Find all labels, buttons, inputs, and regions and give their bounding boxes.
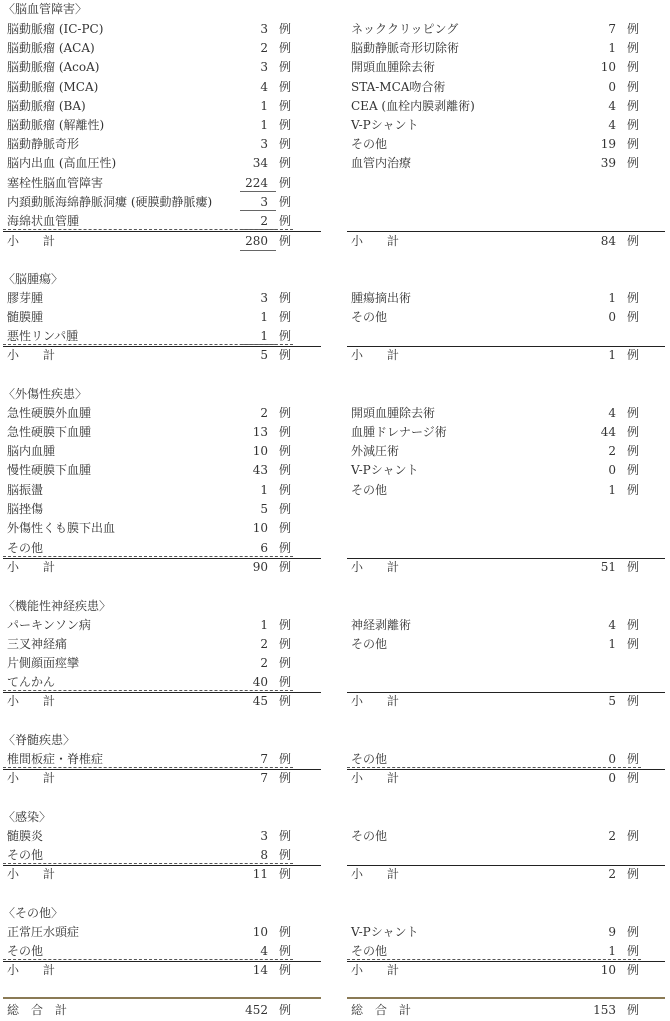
dotted-divider [3, 690, 293, 691]
case-unit: 例 [626, 137, 639, 151]
case-count: 3 [260, 829, 268, 843]
list-item [7, 423, 291, 441]
case-count: 3 [260, 291, 268, 305]
case-unit: 例 [626, 925, 639, 939]
subtotal-row [7, 769, 291, 787]
case-unit: 例 [626, 80, 639, 94]
subtotal-row [351, 961, 639, 979]
disease-name: 海綿状血管腫 [7, 214, 80, 228]
subtotal-row [351, 558, 639, 576]
case-unit: 例 [278, 483, 291, 497]
list-item [7, 923, 291, 941]
case-unit: 例 [278, 329, 291, 343]
list-item [7, 616, 291, 634]
list-item [7, 289, 291, 307]
procedure-name: 血腫ドレナージ術 [351, 425, 447, 439]
subtotal-row [7, 865, 291, 883]
case-count: 4 [608, 118, 616, 132]
list-item [7, 78, 291, 96]
subtotal-row [7, 346, 291, 364]
case-count: 4 [608, 618, 616, 632]
case-unit: 例 [278, 752, 291, 766]
procedure-name: 開頭血腫除去術 [351, 406, 436, 420]
grand-total-value: 452 [245, 1003, 268, 1017]
subtotal-label: 小 計 [351, 963, 400, 977]
case-unit: 例 [626, 694, 639, 708]
disease-name: 髄膜腫 [7, 310, 44, 324]
list-item [351, 289, 639, 307]
list-item [351, 461, 639, 479]
section-title-tumor: 〈脳腫瘍〉 [3, 272, 64, 286]
dotted-divider [3, 229, 293, 230]
case-unit: 例 [278, 234, 291, 248]
list-item [351, 923, 639, 941]
disease-name: 悪性リンパ腫 [7, 329, 79, 343]
case-unit: 例 [278, 771, 291, 785]
disease-name: 内頚動脈海綿静脈洞瘻 (硬膜動静脈瘻) [7, 195, 213, 209]
subtotal-row [7, 961, 291, 979]
subtotal-label: 小 計 [7, 867, 56, 881]
case-count: 2 [608, 444, 616, 458]
list-item [7, 827, 291, 845]
subtotal-value: 10 [600, 963, 616, 977]
list-item [7, 193, 291, 211]
list-item [351, 616, 639, 634]
case-count: 10 [600, 60, 616, 74]
list-item [7, 519, 291, 537]
dotted-divider [3, 959, 293, 960]
subtotal-label: 小 計 [7, 560, 56, 574]
subtotal-value: 7 [260, 771, 268, 785]
subtotal-label: 小 計 [7, 234, 56, 248]
list-item [351, 116, 639, 134]
disease-name: 慢性硬膜下血腫 [7, 463, 92, 477]
disease-name: 塞栓性脳血管障害 [7, 176, 104, 190]
list-item [7, 308, 291, 326]
case-count: 7 [608, 22, 616, 36]
subtotal-row [7, 232, 291, 250]
dotted-divider [3, 863, 293, 864]
case-unit: 例 [626, 560, 639, 574]
case-unit: 例 [626, 348, 639, 362]
case-unit: 例 [278, 925, 291, 939]
case-unit: 例 [626, 310, 639, 324]
subtotal-value: 5 [608, 694, 616, 708]
case-unit: 例 [626, 1003, 639, 1017]
case-count: 7 [260, 752, 268, 766]
procedure-name: その他 [351, 483, 388, 497]
disease-name: 脳振盪 [7, 483, 44, 497]
case-count: 43 [252, 463, 268, 477]
case-count: 0 [608, 752, 616, 766]
subtotal-label: 小 計 [351, 348, 400, 362]
disease-name: 膠芽腫 [7, 291, 44, 305]
case-unit: 例 [626, 118, 639, 132]
case-unit: 例 [278, 80, 291, 94]
subtotal-label: 小 計 [351, 867, 400, 881]
case-count: 1 [260, 483, 268, 497]
procedure-name: その他 [351, 310, 388, 324]
disease-name: てんかん [7, 675, 56, 689]
case-unit: 例 [278, 118, 291, 132]
case-count: 3 [260, 137, 268, 151]
case-unit: 例 [278, 694, 291, 708]
disease-name: 正常圧水頭症 [7, 925, 80, 939]
disease-name: 脳動脈瘤 (MCA) [7, 80, 99, 94]
case-count: 3 [260, 22, 268, 36]
case-unit: 例 [278, 60, 291, 74]
list-item [7, 635, 291, 653]
case-unit: 例 [278, 348, 291, 362]
dotted-divider [3, 344, 293, 345]
case-unit: 例 [278, 1003, 291, 1017]
case-unit: 例 [278, 310, 291, 324]
case-count: 1 [260, 618, 268, 632]
section-title-other: 〈その他〉 [3, 906, 64, 920]
disease-name: 脳動脈瘤 (解離性) [7, 118, 105, 132]
case-unit: 例 [278, 848, 291, 862]
case-unit: 例 [626, 483, 639, 497]
case-unit: 例 [278, 425, 291, 439]
case-count: 1 [260, 329, 268, 343]
disease-name: 脳動脈瘤 (IC-PC) [7, 22, 104, 36]
case-count: 2 [608, 829, 616, 843]
case-unit: 例 [278, 675, 291, 689]
procedure-name: その他 [351, 752, 388, 766]
case-count: 4 [608, 406, 616, 420]
section-title-trauma: 〈外傷性疾患〉 [3, 387, 88, 401]
subtotal-value: 90 [252, 560, 268, 574]
case-unit: 例 [626, 291, 639, 305]
list-item [7, 154, 291, 172]
case-unit: 例 [626, 406, 639, 420]
subtotal-value: 280 [245, 234, 268, 248]
subtotal-row [351, 692, 639, 710]
case-count: 1 [260, 310, 268, 324]
case-unit: 例 [278, 291, 291, 305]
case-count: 9 [608, 925, 616, 939]
case-unit: 例 [278, 156, 291, 170]
number-underline [240, 191, 276, 192]
case-unit: 例 [278, 444, 291, 458]
procedure-name: V-Pシャント [351, 118, 419, 132]
disease-name: 外傷性くも膜下出血 [7, 521, 116, 535]
case-count: 1 [260, 99, 268, 113]
case-count: 1 [608, 291, 616, 305]
case-unit: 例 [278, 99, 291, 113]
list-item [7, 97, 291, 115]
list-item [7, 116, 291, 134]
disease-name: 脳動静脈奇形 [7, 137, 80, 151]
disease-name: 急性硬膜下血腫 [7, 425, 92, 439]
subtotal-label: 小 計 [351, 771, 400, 785]
list-item [351, 20, 639, 38]
list-item [7, 212, 291, 230]
procedure-name: V-Pシャント [351, 463, 419, 477]
procedure-name: 神経剥離術 [351, 618, 412, 632]
case-unit: 例 [278, 829, 291, 843]
case-count: 2 [260, 41, 268, 55]
case-count: 2 [260, 656, 268, 670]
list-item [7, 539, 291, 557]
list-item [351, 942, 639, 960]
procedure-name: その他 [351, 944, 388, 958]
list-item [351, 135, 639, 153]
case-count: 44 [600, 425, 616, 439]
procedure-name: 脳動静脈奇形切除術 [351, 41, 460, 55]
case-unit: 例 [626, 829, 639, 843]
case-count: 10 [252, 925, 268, 939]
case-unit: 例 [626, 60, 639, 74]
list-item [7, 442, 291, 460]
disease-name: 脳内出血 (高血圧性) [7, 156, 117, 170]
case-count: 2 [260, 637, 268, 651]
case-count: 6 [260, 541, 268, 555]
grand-total-value: 153 [593, 1003, 616, 1017]
list-item [351, 481, 639, 499]
case-unit: 例 [626, 425, 639, 439]
case-count: 10 [252, 521, 268, 535]
case-unit: 例 [626, 156, 639, 170]
case-unit: 例 [626, 41, 639, 55]
subtotal-value: 51 [600, 560, 616, 574]
case-unit: 例 [626, 22, 639, 36]
case-unit: 例 [626, 463, 639, 477]
case-count: 40 [252, 675, 268, 689]
list-item [7, 846, 291, 864]
grand-total-rule [3, 997, 321, 999]
list-item [7, 39, 291, 57]
disease-name: 脳挫傷 [7, 502, 44, 516]
subtotal-row [351, 769, 639, 787]
case-count: 34 [252, 156, 268, 170]
case-count: 3 [260, 195, 268, 209]
list-item [351, 58, 639, 76]
list-item [7, 500, 291, 518]
case-unit: 例 [278, 521, 291, 535]
dotted-divider [3, 556, 293, 557]
subtotal-label: 小 計 [351, 560, 400, 574]
list-item [351, 635, 639, 653]
procedure-name: 開頭血腫除去術 [351, 60, 436, 74]
list-item [351, 97, 639, 115]
subtotal-row [351, 232, 639, 250]
procedure-name: CEA (血栓内膜剥離術) [351, 99, 475, 113]
list-item [351, 78, 639, 96]
procedure-name: 血管内治療 [351, 156, 412, 170]
subtotal-value: 1 [608, 348, 616, 362]
disease-name: 脳動脈瘤 (BA) [7, 99, 86, 113]
subtotal-row [351, 346, 639, 364]
procedure-name: その他 [351, 637, 388, 651]
case-count: 39 [600, 156, 616, 170]
procedure-name: 腫瘍摘出術 [351, 291, 412, 305]
section-title-functional: 〈機能性神経疾患〉 [3, 599, 112, 613]
list-item [7, 404, 291, 422]
list-item [7, 673, 291, 691]
case-unit: 例 [626, 771, 639, 785]
list-item [7, 942, 291, 960]
case-unit: 例 [278, 22, 291, 36]
list-item [7, 58, 291, 76]
list-item [7, 654, 291, 672]
disease-name: 急性硬膜外血腫 [7, 406, 92, 420]
dotted-divider [3, 767, 293, 768]
subtotal-label: 小 計 [7, 963, 56, 977]
dotted-divider [347, 959, 641, 960]
subtotal-value: 45 [252, 694, 268, 708]
list-item [7, 174, 291, 192]
disease-name: 髄膜炎 [7, 829, 44, 843]
procedure-name: STA-MCA吻合術 [351, 80, 446, 94]
case-count: 4 [260, 80, 268, 94]
list-item [7, 20, 291, 38]
case-unit: 例 [278, 944, 291, 958]
subtotal-label: 小 計 [7, 348, 56, 362]
disease-name: 脳内血腫 [7, 444, 56, 458]
subtotal-value: 2 [608, 867, 616, 881]
subtotal-label: 小 計 [351, 694, 400, 708]
disease-name: その他 [7, 541, 44, 555]
subtotal-row [7, 558, 291, 576]
disease-name: 三叉神経痛 [7, 637, 68, 651]
case-unit: 例 [278, 560, 291, 574]
list-item [7, 461, 291, 479]
case-count: 1 [608, 41, 616, 55]
procedure-name: V-Pシャント [351, 925, 419, 939]
case-unit: 例 [278, 618, 291, 632]
procedure-name: ネッククリッピング [351, 22, 459, 36]
subtotal-row [351, 865, 639, 883]
case-count: 5 [260, 502, 268, 516]
case-count: 19 [600, 137, 616, 151]
case-unit: 例 [626, 752, 639, 766]
subtotal-value: 14 [252, 963, 268, 977]
case-unit: 例 [626, 618, 639, 632]
list-item [351, 827, 639, 845]
disease-name: その他 [7, 848, 44, 862]
case-count: 0 [608, 310, 616, 324]
subtotal-label: 小 計 [7, 771, 56, 785]
case-unit: 例 [626, 444, 639, 458]
number-underline [240, 210, 276, 211]
list-item [351, 442, 639, 460]
case-count: 0 [608, 80, 616, 94]
disease-name: 片側顔面痙攣 [7, 656, 80, 670]
case-unit: 例 [626, 944, 639, 958]
section-title-spine: 〈脊髄疾患〉 [3, 733, 76, 747]
subtotal-value: 84 [600, 234, 616, 248]
case-unit: 例 [278, 137, 291, 151]
case-count: 0 [608, 463, 616, 477]
subtotal-value: 0 [608, 771, 616, 785]
subtotal-value: 5 [260, 348, 268, 362]
subtotal-value: 11 [252, 867, 268, 881]
grand-total-row [7, 1001, 291, 1019]
case-unit: 例 [278, 963, 291, 977]
case-unit: 例 [278, 867, 291, 881]
subtotal-label: 小 計 [351, 234, 400, 248]
case-unit: 例 [278, 195, 291, 209]
case-unit: 例 [278, 541, 291, 555]
case-unit: 例 [626, 637, 639, 651]
procedure-name: その他 [351, 137, 388, 151]
case-count: 4 [260, 944, 268, 958]
case-unit: 例 [278, 656, 291, 670]
list-item [7, 750, 291, 768]
procedure-name: その他 [351, 829, 388, 843]
case-count: 1 [608, 944, 616, 958]
case-count: 8 [260, 848, 268, 862]
case-unit: 例 [278, 176, 291, 190]
case-count: 1 [260, 118, 268, 132]
number-underline [240, 250, 276, 251]
case-unit: 例 [626, 867, 639, 881]
case-count: 4 [608, 99, 616, 113]
subtotal-row [7, 692, 291, 710]
section-title-cerebrovascular: 〈脳血管障害〉 [3, 2, 88, 16]
grand-total-rule [347, 997, 665, 999]
disease-name: パーキンソン病 [7, 618, 91, 632]
case-unit: 例 [278, 406, 291, 420]
case-count: 13 [252, 425, 268, 439]
dotted-divider [347, 767, 641, 768]
case-unit: 例 [278, 502, 291, 516]
list-item [351, 39, 639, 57]
section-title-infection: 〈感染〉 [3, 810, 52, 824]
disease-name: 脳動脈瘤 (AcoA) [7, 60, 100, 74]
subtotal-label: 小 計 [7, 694, 56, 708]
list-item [351, 404, 639, 422]
list-item [351, 154, 639, 172]
case-count: 2 [260, 406, 268, 420]
list-item [7, 135, 291, 153]
list-item [7, 327, 291, 345]
grand-total-label: 総 合 計 [7, 1003, 68, 1017]
case-unit: 例 [278, 637, 291, 651]
list-item [351, 423, 639, 441]
list-item [351, 308, 639, 326]
list-item [7, 481, 291, 499]
procedure-name: 外減圧術 [351, 444, 400, 458]
grand-total-row [351, 1001, 639, 1019]
disease-name: 椎間板症・脊椎症 [7, 752, 104, 766]
disease-name: 脳動脈瘤 (ACA) [7, 41, 95, 55]
case-count: 10 [252, 444, 268, 458]
case-count: 2 [260, 214, 268, 228]
case-unit: 例 [278, 214, 291, 228]
list-item [351, 750, 639, 768]
grand-total-label: 総 合 計 [351, 1003, 412, 1017]
case-unit: 例 [278, 463, 291, 477]
case-count: 224 [245, 176, 268, 190]
case-count: 1 [608, 637, 616, 651]
disease-name: その他 [7, 944, 44, 958]
case-unit: 例 [626, 234, 639, 248]
case-count: 1 [608, 483, 616, 497]
case-count: 3 [260, 60, 268, 74]
case-unit: 例 [626, 99, 639, 113]
case-unit: 例 [278, 41, 291, 55]
case-unit: 例 [626, 963, 639, 977]
